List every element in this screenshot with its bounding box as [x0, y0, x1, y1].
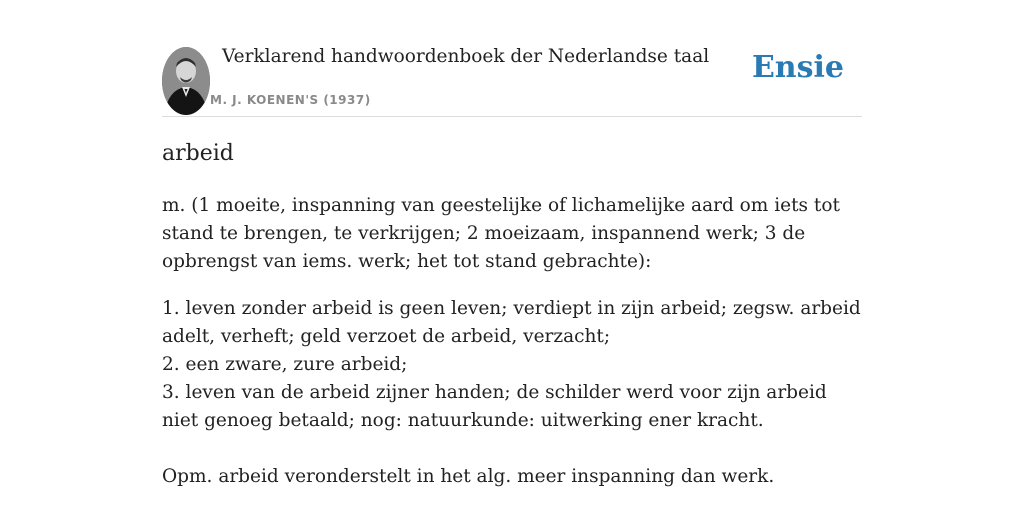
- dictionary-header: [162, 44, 862, 117]
- sense-3: 3. leven van de arbeid zijner handen; de schilder werd voor zijn arbeid niet genoeg betaald; nog: natuurkunde: uitwerking ener kracht.: [162, 382, 827, 431]
- book-author: M. J. KOENEN'S (1937): [210, 93, 371, 107]
- entry-definition: m. (1 moeite, inspanning van geestelijke of lichamelijke aard om iets tot stand te brengen, te verkrijgen; 2 moeizaam, inspannend werk; 3 de opbrengst van iems. werk; het tot stand gebrachte):: [162, 195, 840, 272]
- author-portrait-icon: [162, 47, 210, 115]
- ensie-logo-link[interactable]: Ensie: [751, 50, 844, 85]
- entry-senses: [162, 295, 862, 435]
- sense-2: 2. een zware, zure arbeid;: [162, 354, 408, 375]
- dictionary-entry: [162, 138, 862, 491]
- book-title[interactable]: Verklarend handwoordenboek der Nederlandse taal: [222, 46, 710, 67]
- entry-note: Opm. arbeid veronderstelt in het alg. meer inspanning dan werk.: [162, 466, 775, 487]
- sense-1: 1. leven zonder arbeid is geen leven; verdiept in zijn arbeid; zegsw. arbeid adelt, verheft; geld verzoet de arbeid, verzacht;: [162, 298, 861, 347]
- entry-headword: arbeid: [162, 141, 234, 166]
